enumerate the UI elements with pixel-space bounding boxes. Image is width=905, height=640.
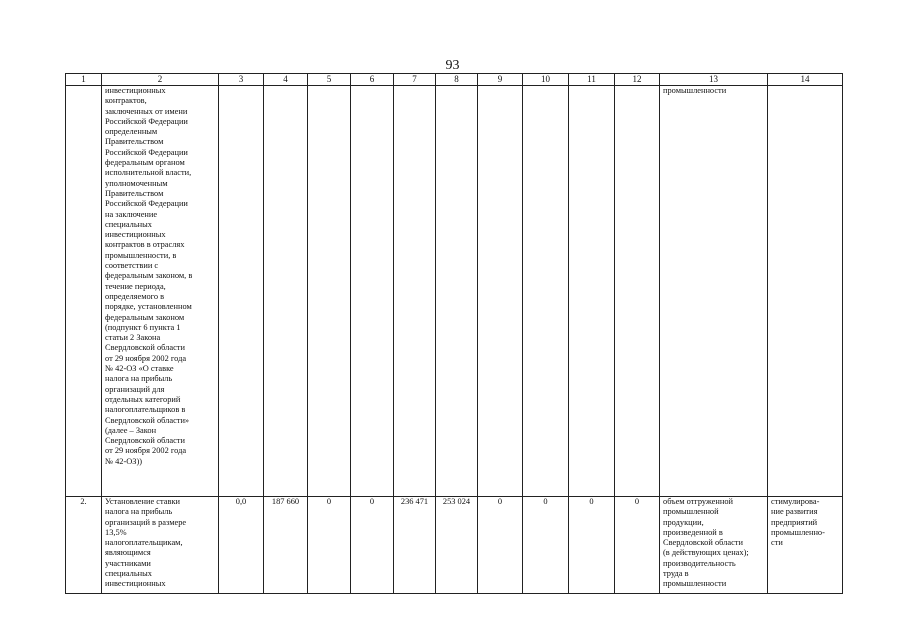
indicator-cell: объем отгруженной промышленной продукции, произведенной в Свердловской области (в действующих ценах); производительность труда в промышленности <box>660 497 768 594</box>
column-header: 1 <box>66 74 102 86</box>
column-header: 10 <box>523 74 569 86</box>
column-header: 9 <box>478 74 523 86</box>
description-cell: инвестиционных контрактов, заключенных от имени Российской Федерации определенным Правительством Российской Федерации федеральным органом исполнительной власти, уполномоченным Правительством Российской Федерации на заключение специальных инвестиционных контрактов в отраслях промышленности, в соответствии с федеральным законом, в течение периода, определяемого в порядке, установленном федеральным законом (подпункт 6 пункта 1 статьи 2 Закона Свердловской области от 29 ноября 2002 года № 42-ОЗ «О ставке налога на прибыль организаций для отдельных категорий налогоплательщиков в Свердловской области» (далее – Закон Свердловской области от 29 ноября 2002 года № 42-ОЗ)) <box>102 86 219 497</box>
indicator-cell: промышленности <box>660 86 768 497</box>
value-cell: 253 024 <box>436 497 478 594</box>
table-row <box>66 497 843 594</box>
column-header: 11 <box>569 74 615 86</box>
value-cell: 0 <box>523 497 569 594</box>
value-cell <box>308 86 351 497</box>
value-cell <box>351 86 394 497</box>
column-header: 12 <box>615 74 660 86</box>
column-header: 7 <box>394 74 436 86</box>
value-cell: 0 <box>351 497 394 594</box>
column-header: 5 <box>308 74 351 86</box>
description-cell: Установление ставки налога на прибыль организаций в размере 13,5% налогоплательщикам, являющимся участниками специальных инвестиционных <box>102 497 219 594</box>
value-cell: 0 <box>615 497 660 594</box>
column-header: 4 <box>264 74 308 86</box>
page-number: 93 <box>445 58 460 73</box>
goal-cell: стимулирова- ние развития предприятий промышленно- сти <box>768 497 843 594</box>
column-header: 14 <box>768 74 843 86</box>
budget-table <box>65 73 843 594</box>
column-header: 13 <box>660 74 768 86</box>
value-cell: 0 <box>478 497 523 594</box>
row-number-cell <box>66 86 102 497</box>
value-cell <box>569 86 615 497</box>
value-cell: 0 <box>569 497 615 594</box>
value-cell <box>264 86 308 497</box>
row-number-cell: 2. <box>66 497 102 594</box>
column-header: 2 <box>102 74 219 86</box>
column-header: 6 <box>351 74 394 86</box>
value-cell <box>523 86 569 497</box>
column-header: 8 <box>436 74 478 86</box>
table-row <box>66 86 843 497</box>
goal-cell <box>768 86 843 497</box>
value-cell <box>615 86 660 497</box>
value-cell <box>436 86 478 497</box>
value-cell: 0,0 <box>219 497 264 594</box>
value-cell <box>478 86 523 497</box>
value-cell: 236 471 <box>394 497 436 594</box>
value-cell: 187 660 <box>264 497 308 594</box>
value-cell <box>394 86 436 497</box>
value-cell <box>219 86 264 497</box>
table-header-row <box>66 74 843 86</box>
value-cell: 0 <box>308 497 351 594</box>
column-header: 3 <box>219 74 264 86</box>
